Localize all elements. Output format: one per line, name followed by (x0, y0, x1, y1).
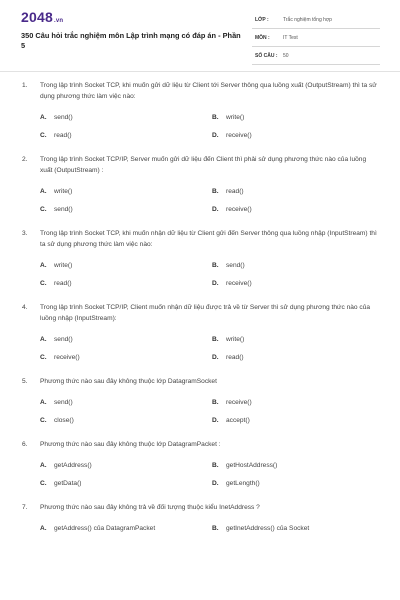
option-text: receive() (226, 280, 252, 287)
option-text: accept() (226, 417, 250, 424)
question-item (0, 154, 400, 219)
site-logo[interactable] (21, 9, 63, 25)
option-c[interactable] (40, 132, 72, 139)
option-letter: C. (40, 480, 47, 487)
option-text: receive() (226, 132, 252, 139)
option-text: receive() (54, 354, 80, 361)
meta-key: SỐ CÂU : (255, 53, 278, 59)
question-text-block (0, 228, 400, 250)
option-letter: A. (40, 188, 47, 195)
option-text: write() (54, 188, 73, 195)
meta-key: MÔN : (255, 35, 270, 41)
option-c[interactable] (40, 354, 80, 361)
option-b[interactable] (212, 114, 244, 121)
option-letter: C. (40, 354, 47, 361)
question-item (0, 80, 400, 145)
option-letter: C. (40, 280, 47, 287)
option-row (0, 457, 400, 475)
question-text: Trong lập trình Socket TCP, khi muốn gửi dữ liệu từ Client tới Server thông qua luồng xuất (OutputStream) thì ta sử dụng phương thức làm việc nào: (40, 82, 377, 100)
question-text-block (0, 439, 400, 450)
option-d[interactable] (212, 280, 252, 287)
option-row (0, 412, 400, 430)
meta-table (252, 14, 380, 68)
meta-key: LỚP : (255, 17, 269, 23)
option-a[interactable] (40, 525, 155, 532)
logo-text: 2048 (21, 9, 53, 25)
option-a[interactable] (40, 188, 72, 195)
meta-value: 50 (283, 53, 289, 59)
question-text-block (0, 302, 400, 324)
option-row (0, 475, 400, 493)
option-letter: A. (40, 462, 47, 469)
header (0, 0, 400, 68)
document-title: 350 Câu hỏi trắc nghiệm môn Lập trình mạng có đáp án - Phần 5 (21, 31, 241, 50)
option-b[interactable] (212, 525, 309, 532)
header-divider (0, 71, 400, 72)
question-item (0, 228, 400, 293)
option-text: getData() (54, 480, 82, 487)
option-text: close() (54, 417, 74, 424)
option-a[interactable] (40, 399, 73, 406)
option-letter: D. (212, 280, 219, 287)
option-row (0, 183, 400, 201)
question-text-block (0, 376, 400, 387)
option-letter: A. (40, 336, 47, 343)
option-text: read() (54, 280, 72, 287)
option-text: receive() (226, 206, 252, 213)
option-row (0, 109, 400, 127)
option-text: send() (54, 399, 73, 406)
option-letter: B. (212, 462, 219, 469)
option-text: getAddress() (54, 462, 92, 469)
option-row (0, 520, 400, 538)
option-row (0, 331, 400, 349)
option-d[interactable] (212, 417, 250, 424)
option-letter: D. (212, 206, 219, 213)
option-b[interactable] (212, 336, 244, 343)
option-c[interactable] (40, 480, 82, 487)
option-letter: D. (212, 354, 219, 361)
question-number: 7. (22, 504, 28, 511)
question-number: 2. (22, 156, 28, 163)
option-row (0, 257, 400, 275)
option-d[interactable] (212, 480, 260, 487)
option-letter: C. (40, 206, 47, 213)
option-letter: D. (212, 417, 219, 424)
question-text: Phương thức nào sau đây không trả về đối tượng thuộc kiểu InetAddress ? (40, 504, 260, 511)
question-list (0, 80, 400, 547)
option-d[interactable] (212, 206, 252, 213)
option-letter: A. (40, 114, 47, 121)
meta-value: IT Test (283, 35, 298, 41)
question-item (0, 376, 400, 430)
question-item (0, 302, 400, 367)
option-letter: B. (212, 336, 219, 343)
question-number: 3. (22, 230, 28, 237)
option-text: write() (226, 336, 245, 343)
option-text: write() (54, 262, 73, 269)
option-text: write() (226, 114, 245, 121)
option-text: getHostAddress() (226, 462, 278, 469)
option-row (0, 275, 400, 293)
option-a[interactable] (40, 462, 92, 469)
question-number: 4. (22, 304, 28, 311)
option-letter: A. (40, 399, 47, 406)
option-text: getLength() (226, 480, 260, 487)
option-text: read() (226, 354, 244, 361)
option-b[interactable] (212, 188, 244, 195)
meta-row-class (252, 14, 380, 29)
option-c[interactable] (40, 206, 73, 213)
question-number: 5. (22, 378, 28, 385)
option-c[interactable] (40, 280, 72, 287)
option-letter: B. (212, 525, 219, 532)
question-item (0, 439, 400, 493)
question-text: Trong lập trình Socket TCP/IP, Client muốn nhận dữ liệu được trả về từ Server thì sử dụng phương thức nào của luồng nhập (InputStream): (40, 304, 371, 322)
meta-row-count (252, 50, 380, 65)
option-letter: C. (40, 417, 47, 424)
question-text: Trong lập trình Socket TCP, khi muốn nhận dữ liệu từ Client gửi đến Server thông qua luồng nhập (InputStream) thì ta sử dụng phương thức làm việc nào: (40, 230, 377, 248)
option-letter: D. (212, 132, 219, 139)
question-number: 6. (22, 441, 28, 448)
option-letter: A. (40, 525, 47, 532)
option-a[interactable] (40, 114, 73, 121)
question-item (0, 502, 400, 538)
question-number: 1. (22, 82, 28, 89)
option-letter: B. (212, 262, 219, 269)
option-b[interactable] (212, 399, 252, 406)
option-b[interactable] (212, 262, 245, 269)
option-a[interactable] (40, 336, 73, 343)
meta-value: Trắc nghiệm tổng hợp (283, 17, 332, 23)
option-b[interactable] (212, 462, 277, 469)
question-text: Phương thức nào sau đây không thuộc lớp DatagramSocket (40, 378, 217, 385)
question-text: Phương thức nào sau đây không thuộc lớp DatagramPacket : (40, 441, 221, 448)
option-a[interactable] (40, 262, 72, 269)
option-text: receive() (226, 399, 252, 406)
meta-row-subject (252, 32, 380, 47)
option-text: send() (226, 262, 245, 269)
question-text-block (0, 502, 400, 513)
question-text-block (0, 80, 400, 102)
option-row (0, 127, 400, 145)
option-text: read() (226, 188, 244, 195)
option-letter: C. (40, 132, 47, 139)
option-letter: B. (212, 188, 219, 195)
option-d[interactable] (212, 132, 252, 139)
option-text: send() (54, 336, 73, 343)
option-text: read() (54, 132, 72, 139)
option-row (0, 349, 400, 367)
option-letter: D. (212, 480, 219, 487)
option-letter: B. (212, 399, 219, 406)
option-text: send() (54, 206, 73, 213)
option-row (0, 201, 400, 219)
logo-tld: .vn (53, 18, 64, 24)
option-letter: B. (212, 114, 219, 121)
option-row (0, 394, 400, 412)
option-text: getInetAddress() của Socket (226, 525, 310, 532)
question-text-block (0, 154, 400, 176)
question-text: Trong lập trình Socket TCP/IP, Server muốn gửi dữ liệu đến Client thì phải sử dụng phương thức nào của luồng xuất (OutputStream) : (40, 156, 367, 174)
option-c[interactable] (40, 417, 74, 424)
option-letter: A. (40, 262, 47, 269)
option-text: getAddress() của DatagramPacket (54, 525, 156, 532)
option-text: send() (54, 114, 73, 121)
option-d[interactable] (212, 354, 244, 361)
